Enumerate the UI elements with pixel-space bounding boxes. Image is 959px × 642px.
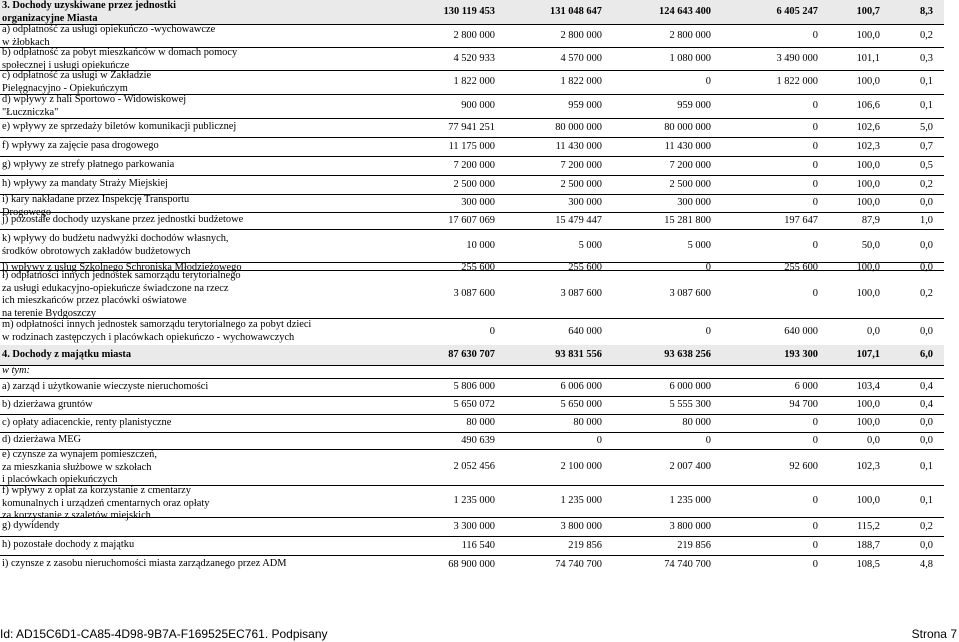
row-label: [2, 159, 174, 172]
table-row: [0, 175, 944, 194]
value-cell-col6: 0,0: [920, 417, 933, 428]
row-label: [2, 178, 168, 191]
row-label-line: h) wpływy za mandaty Straży Miejskiej: [2, 178, 168, 190]
table-row: [0, 555, 944, 574]
value-cell-col4: 92 600: [789, 461, 818, 472]
value-cell-col2: 1 822 000: [560, 76, 602, 87]
value-cell-col6: 0,1: [920, 100, 933, 111]
value-cell-col6: 0,4: [920, 399, 933, 410]
value-cell-col5: 100,0: [856, 197, 880, 208]
table-row: [0, 536, 944, 555]
value-cell-col1: 5 650 072: [453, 399, 495, 410]
row-label-line: Pielęgnacyjno - Opiekuńczym: [2, 82, 128, 94]
value-cell-col4: 0: [812, 159, 818, 171]
value-cell-col4: 0: [812, 197, 818, 208]
row-label-line: j) pozostałe dochody uzyskane przez jednostki budżetowe: [2, 214, 244, 226]
value-cell-col1: 2 052 456: [453, 461, 495, 472]
value-cell-col3: 219 856: [677, 539, 711, 551]
value-cell-col2: 74 740 700: [555, 558, 602, 570]
value-cell-col6: 0,1: [920, 495, 933, 506]
table-row: [0, 156, 944, 175]
value-cell-col2: 15 479 447: [555, 214, 602, 226]
row-label-line: na terenie Bydgoszczy: [2, 307, 97, 319]
value-cell-col5: 0,0: [867, 434, 880, 446]
row-label: [2, 449, 157, 487]
value-cell-col6: 0,2: [920, 29, 933, 41]
row-label-line: e) czynsze za wynajem pomieszczeń,: [2, 449, 157, 460]
row-label-line: b) odpłatność za pobyt mieszkańców w domach pomocy: [2, 47, 238, 58]
row-label-line: za usługi edukacyjno-opiekuńcze świadczone na rzecz: [2, 282, 229, 294]
value-cell-col3: 300 000: [677, 197, 711, 208]
value-cell-col1: 77 941 251: [448, 121, 495, 133]
row-label-line: f) wpływy za zajęcie pasa drogowego: [2, 140, 159, 152]
row-label-line: a) zarząd i użytkowanie wieczyste nieruchomości: [2, 380, 209, 392]
value-cell-col5: 115,2: [857, 520, 880, 532]
value-cell-col5: 100,0: [856, 159, 880, 171]
value-cell-col2: 3 087 600: [560, 288, 602, 299]
value-cell-col5: 0,0: [867, 325, 880, 337]
row-label: [2, 270, 241, 320]
document-id-signature: Id: AD15C6D1-CA85-4D98-9B7A-F169525EC761. Podpisany: [0, 627, 328, 641]
value-cell-col2: 6 006 000: [560, 381, 602, 392]
row-label-line: organizacyjne Miasta: [2, 12, 98, 24]
value-cell-col4: 0: [812, 434, 818, 446]
table-row: [0, 378, 944, 396]
row-label-line: w tym:: [2, 365, 30, 377]
table-row: [0, 212, 944, 229]
value-cell-col5: 100,0: [856, 417, 880, 428]
value-cell-col4: 0: [812, 239, 818, 251]
value-cell-col3: 2 007 400: [669, 461, 711, 472]
value-cell-col3: 0: [705, 262, 711, 273]
value-cell-col5: 100,0: [856, 495, 880, 506]
value-cell-col4: 0: [812, 558, 818, 570]
value-cell-col5: 100,0: [856, 178, 880, 190]
table-row: [0, 94, 944, 118]
table-row: [0, 517, 944, 536]
row-label-line: b) dzierżawa gruntów: [2, 398, 93, 410]
table-row: [0, 70, 944, 94]
value-cell-col3: 124 643 400: [659, 6, 711, 17]
value-cell-col3: 5 000: [687, 239, 711, 251]
row-label: [2, 349, 131, 362]
table-row: [0, 47, 944, 70]
value-cell-col4: 0: [812, 140, 818, 152]
value-cell-col5: 108,5: [856, 558, 880, 570]
value-cell-col1: 17 607 069: [448, 214, 495, 226]
table-row: [0, 365, 944, 378]
value-cell-col1: 3 300 000: [453, 520, 495, 532]
value-cell-col3: 15 281 800: [664, 214, 711, 226]
table-row: [0, 432, 944, 449]
value-cell-col5: 100,0: [856, 288, 880, 299]
row-label: [2, 214, 243, 227]
value-cell-col5: 102,3: [856, 461, 880, 472]
value-cell-col3: 5 555 300: [669, 399, 711, 410]
value-cell-col3: 2 500 000: [669, 178, 711, 190]
value-cell-col1: 255 600: [461, 262, 495, 273]
value-cell-col4: 0: [812, 495, 818, 506]
value-cell-col4: 255 600: [784, 262, 818, 273]
value-cell-col6: 0,3: [920, 52, 933, 64]
row-label: [2, 47, 237, 72]
value-cell-col6: 0,2: [920, 178, 933, 190]
value-cell-col3: 0: [705, 325, 711, 337]
value-cell-col3: 2 800 000: [669, 29, 711, 41]
value-cell-col4: 197 647: [784, 214, 818, 226]
row-label-line: g) dywidendy: [2, 520, 60, 532]
value-cell-col1: 80 000: [466, 417, 495, 428]
value-cell-col1: 4 520 933: [453, 52, 495, 64]
value-cell-col4: 1 822 000: [776, 76, 818, 87]
value-cell-col1: 3 087 600: [453, 288, 495, 299]
value-cell-col6: 0,0: [920, 434, 933, 446]
row-label: [2, 140, 159, 153]
value-cell-col3: 80 000 000: [664, 121, 711, 133]
value-cell-col6: 8,3: [920, 6, 933, 17]
row-label-line: k) wpływy do budżetu nadwyżki dochodów własnych,: [2, 233, 229, 244]
value-cell-col3: 1 235 000: [669, 495, 711, 506]
value-cell-col2: 959 000: [568, 100, 602, 111]
value-cell-col6: 6,0: [920, 349, 933, 360]
value-cell-col6: 0,2: [920, 520, 933, 532]
value-cell-col2: 255 600: [568, 262, 602, 273]
value-cell-col6: 4,8: [920, 558, 933, 570]
value-cell-col5: 100,0: [856, 262, 880, 273]
value-cell-col6: 0,0: [920, 197, 933, 208]
row-label-line: m) odpłatności innych jednostek samorządu terytorialnego za pobyt dzieci: [2, 319, 312, 330]
value-cell-col5: 103,4: [856, 381, 880, 392]
value-cell-col1: 490 639: [461, 434, 495, 446]
value-cell-col2: 5 650 000: [560, 399, 602, 410]
value-cell-col5: 100,0: [856, 399, 880, 410]
row-label-line: c) opłaty adiacenckie, renty planistyczne: [2, 416, 172, 428]
value-cell-col5: 100,0: [856, 76, 880, 87]
row-label: [2, 233, 229, 258]
value-cell-col2: 2 800 000: [560, 29, 602, 41]
value-cell-col2: 300 000: [568, 197, 602, 208]
value-cell-col4: 0: [812, 100, 818, 111]
value-cell-col2: 131 048 647: [550, 6, 602, 17]
value-cell-col4: 0: [812, 520, 818, 532]
value-cell-col6: 0,0: [920, 239, 933, 251]
row-label: [2, 94, 186, 119]
row-label: [2, 558, 286, 571]
table-row: [0, 318, 944, 345]
value-cell-col2: 3 800 000: [560, 520, 602, 532]
value-cell-col4: 6 405 247: [776, 6, 818, 17]
row-label: [2, 520, 59, 533]
row-label-line: f) wpływy z opłat za korzystanie z cmentarzy: [2, 485, 191, 496]
value-cell-col2: 640 000: [568, 325, 602, 337]
value-cell-col4: 0: [812, 178, 818, 190]
value-cell-col2: 5 000: [578, 239, 602, 251]
row-label-line: i) kary nakładane przez Inspekcję Transportu: [2, 194, 190, 205]
page-number: Strona 7: [911, 627, 957, 641]
table-row: [0, 194, 944, 218]
value-cell-col2: 7 200 000: [560, 159, 602, 171]
value-cell-col1: 5 806 000: [453, 381, 495, 392]
table-row: [0, 118, 944, 137]
value-cell-col3: 3 800 000: [669, 520, 711, 532]
row-label-line: środków obrotowych zakładów budżetowych: [2, 245, 191, 257]
value-cell-col2: 1 235 000: [560, 495, 602, 506]
value-cell-col5: 50,0: [861, 239, 880, 251]
value-cell-col5: 102,3: [856, 140, 880, 152]
row-label: [2, 319, 311, 344]
row-label: [2, 539, 134, 552]
row-label-line: c) odpłatność za usługi w Zakładzie: [2, 70, 152, 81]
value-cell-col4: 6 000: [794, 381, 818, 392]
value-cell-col1: 116 540: [461, 539, 495, 551]
value-cell-col6: 0,2: [920, 288, 933, 299]
row-label-line: a) odpłatność za usługi opiekuńczo -wychowawcze: [2, 24, 216, 35]
value-cell-col3: 1 080 000: [669, 52, 711, 64]
value-cell-col4: 0: [812, 29, 818, 41]
value-cell-col5: 100,7: [856, 6, 880, 17]
value-cell-col5: 106,6: [856, 100, 880, 111]
row-label: [2, 417, 171, 430]
row-label-line: 3. Dochody uzyskiwane przez jednostki: [2, 0, 177, 11]
value-cell-col2: 0: [596, 434, 602, 446]
row-label-line: w rodzinach zastępczych i placówkach opiekuńczo - wychowawczych: [2, 331, 295, 343]
value-cell-col5: 188,7: [856, 539, 880, 551]
value-cell-col3: 7 200 000: [669, 159, 711, 171]
value-cell-col3: 959 000: [677, 100, 711, 111]
value-cell-col3: 0: [705, 76, 711, 87]
row-label-line: w żłobkach: [2, 36, 50, 48]
value-cell-col4: 94 700: [789, 399, 818, 410]
value-cell-col3: 74 740 700: [664, 558, 711, 570]
row-label-line: e) wpływy ze sprzedaży biletów komunikacji publicznej: [2, 121, 237, 133]
row-label: [2, 121, 236, 134]
value-cell-col4: 640 000: [784, 325, 818, 337]
value-cell-col1: 7 200 000: [453, 159, 495, 171]
row-label-line: i) czynsze z zasobu nieruchomości miasta zarządzanego przez ADM: [2, 558, 287, 570]
value-cell-col4: 193 300: [784, 349, 818, 360]
value-cell-col1: 1 822 000: [453, 76, 495, 87]
value-cell-col4: 3 490 000: [776, 52, 818, 64]
table-row: [0, 0, 944, 24]
value-cell-col6: 0,0: [920, 325, 933, 337]
page-footer: [0, 627, 959, 642]
value-cell-col3: 6 000 000: [669, 381, 711, 392]
table-row: [0, 229, 944, 262]
row-label-line: Drogowego: [2, 206, 52, 218]
value-cell-col2: 4 570 000: [560, 52, 602, 64]
value-cell-col4: 0: [812, 288, 818, 299]
row-label-line: l) wpływy z usług Szkolnego Schroniska Młodzieżowego: [2, 262, 242, 273]
value-cell-col1: 130 119 453: [443, 6, 495, 17]
table-row: [0, 345, 944, 365]
row-label-line: "Łuczniczka": [2, 106, 59, 118]
table-row: [0, 449, 944, 485]
value-cell-col6: 0,0: [920, 262, 933, 273]
value-cell-col1: 1 235 000: [453, 495, 495, 506]
row-label-line: za mieszkania służbowe w szkołach: [2, 461, 152, 473]
value-cell-col6: 0,7: [920, 140, 933, 152]
value-cell-col2: 2 100 000: [560, 461, 602, 472]
value-cell-col6: 1,0: [920, 214, 933, 226]
value-cell-col4: 0: [812, 121, 818, 133]
value-cell-col3: 11 430 000: [664, 140, 711, 152]
row-label: [2, 399, 93, 412]
row-label: [2, 381, 208, 394]
value-cell-col1: 2 800 000: [453, 29, 495, 41]
value-cell-col2: 80 000 000: [555, 121, 602, 133]
row-label-line: 4. Dochody z majątku miasta: [2, 348, 132, 360]
row-label-line: ł) odpłatności innych jednostek samorządu terytorialnego: [2, 270, 241, 281]
value-cell-col2: 93 831 556: [555, 349, 602, 360]
row-label: [2, 365, 30, 378]
value-cell-col1: 0: [489, 325, 495, 337]
value-cell-col6: 0,0: [920, 539, 933, 551]
row-label-line: i placówkach opiekuńczych: [2, 474, 118, 485]
value-cell-col3: 0: [705, 434, 711, 446]
value-cell-col1: 300 000: [461, 197, 495, 208]
value-cell-col5: 101,1: [856, 52, 880, 64]
table-row: [0, 414, 944, 432]
row-label: [2, 70, 151, 95]
value-cell-col5: 87,9: [861, 214, 880, 226]
value-cell-col1: 87 630 707: [448, 349, 495, 360]
row-label-line: g) wpływy ze strefy płatnego parkowania: [2, 159, 175, 171]
row-label-line: d) wpływy z hali Sportowo - Widowiskowej: [2, 94, 187, 105]
table-row: [0, 24, 944, 47]
table-row: [0, 262, 944, 273]
value-cell-col1: 11 175 000: [448, 140, 495, 152]
value-cell-col6: 0,1: [920, 461, 933, 472]
value-cell-col2: 11 430 000: [555, 140, 602, 152]
row-label: [2, 434, 81, 447]
row-label-line: komunalnych i urządzeń cmentarnych oraz opłaty: [2, 497, 210, 509]
value-cell-col3: 80 000: [682, 417, 711, 428]
value-cell-col1: 10 000: [466, 239, 495, 251]
value-cell-col4: 0: [812, 417, 818, 428]
value-cell-col3: 93 638 256: [664, 349, 711, 360]
value-cell-col1: 68 900 000: [448, 558, 495, 570]
table-row: [0, 396, 944, 414]
value-cell-col1: 2 500 000: [453, 178, 495, 190]
table-row: [0, 137, 944, 156]
value-cell-col5: 102,6: [856, 121, 880, 133]
row-label-line: za korzystanie z szaletów miejskich: [2, 510, 151, 521]
value-cell-col2: 2 500 000: [560, 178, 602, 190]
row-label-line: ich mieszkańców przez placówki oświatowe: [2, 295, 187, 306]
table-row: [0, 485, 944, 521]
row-label-line: społecznej i usługi opiekuńcze: [2, 59, 130, 71]
value-cell-col6: 0,4: [920, 381, 933, 392]
value-cell-col6: 5,0: [920, 121, 933, 133]
value-cell-col3: 3 087 600: [669, 288, 711, 299]
value-cell-col6: 0,1: [920, 76, 933, 87]
row-label-line: d) dzierżawa MEG: [2, 434, 82, 446]
value-cell-col5: 107,1: [856, 349, 880, 360]
value-cell-col2: 80 000: [573, 417, 602, 428]
value-cell-col1: 900 000: [461, 100, 495, 111]
value-cell-col2: 219 856: [568, 539, 602, 551]
value-cell-col5: 100,0: [856, 29, 880, 41]
value-cell-col6: 0,5: [920, 159, 933, 171]
row-label: [2, 24, 215, 49]
row-label-line: h) pozostałe dochody z majątku: [2, 539, 135, 551]
value-cell-col4: 0: [812, 539, 818, 551]
table-row: [0, 270, 944, 318]
row-label: [2, 0, 176, 25]
